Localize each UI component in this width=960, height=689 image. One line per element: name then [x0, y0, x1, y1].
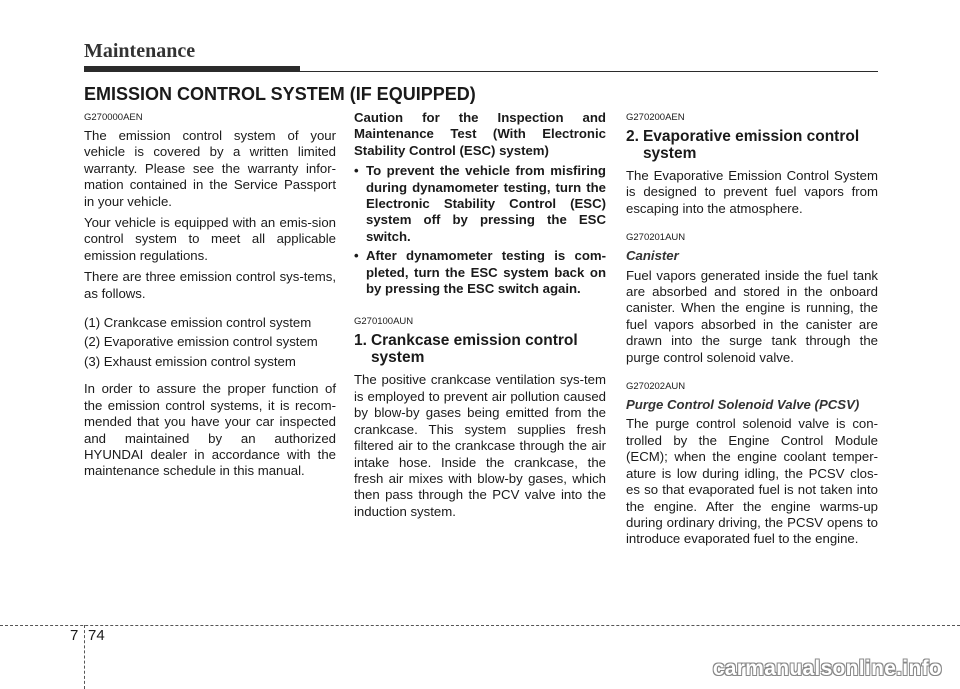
caution-heading: Caution for the Inspection and Maintenance Test (With Electronic Stability Control (ESC) system) — [354, 110, 606, 158]
column-2 — [354, 110, 606, 525]
paragraph: The purge control solenoid valve is con-trolled by the Engine Control Module (ECM); when the engine coolant temper-ature is low during idling, the PCSV clos-es so that evaporated fuel is not taken into the engine. After the engine warms-up during ordinary driving, the PCSV opens to introduce evaporated fuel to the engine. — [626, 416, 878, 547]
paragraph: The emission control system of your vehicle is covered by a written limited warranty. Please see the warranty infor-mation contained in the Service Passport in your vehicle. — [84, 128, 336, 209]
section-heading — [626, 128, 878, 162]
list-item: (2) Evaporative emission control system — [84, 334, 318, 350]
heading-text: Crankcase emission control system — [370, 332, 578, 367]
paragraph: Your vehicle is equipped with an emis-sion control system to meet all applicable emission regulations. — [84, 215, 336, 263]
paragraph: There are three emission control sys-tems, as follows. — [84, 269, 336, 301]
header-rule-thick — [84, 66, 300, 72]
bullet-icon: • — [354, 248, 359, 264]
spacer — [84, 373, 336, 381]
footer-divider — [0, 625, 960, 626]
spacer — [354, 300, 606, 314]
spacer — [626, 371, 878, 379]
reference-code: G270201AUN — [626, 232, 686, 244]
header-rule-thin — [300, 71, 878, 72]
caution-bullet — [354, 163, 606, 245]
subheading: Canister — [626, 248, 679, 264]
paragraph: Fuel vapors generated inside the fuel tank are absorbed and stored in the onboard canister. When the engine is running, the fuel vapors absorbed in the canister are drawn into the surge tank through the purge control solenoid valve. — [626, 267, 878, 365]
reference-code: G270202AUN — [626, 381, 686, 393]
bullet-icon: • — [354, 163, 359, 179]
paragraph: The Evaporative Emission Control System is designed to prevent fuel vapors from escaping into the atmosphere. — [626, 168, 878, 216]
heading-number: 2. — [626, 128, 639, 145]
caution-bullet — [354, 248, 606, 297]
list-item: (1) Crankcase emission control system — [84, 315, 312, 331]
bullet-text: After dynamometer testing is com-pleted, turn the ESC system back on by pressing the ESC switch again. — [366, 248, 606, 297]
spacer — [626, 222, 878, 230]
section-heading — [354, 332, 606, 366]
chapter-title: Maintenance — [84, 40, 196, 62]
reference-code: G270000AEN — [84, 112, 143, 123]
list-item: (3) Exhaust emission control system — [84, 353, 296, 369]
reference-code: G270100AUN — [354, 316, 414, 328]
column-3 — [626, 110, 878, 553]
heading-number: 1. — [354, 332, 367, 350]
section-title: EMISSION CONTROL SYSTEM (IF EQUIPPED) — [84, 84, 476, 104]
subheading: Purge Control Solenoid Valve (PCSV) — [626, 397, 860, 413]
chapter-number: 7 — [70, 627, 79, 644]
spacer — [84, 307, 336, 315]
paragraph: In order to assure the proper function of the emission control systems, it is recom-mended that you have your car inspected and maintained by an authorized HYUNDAI dealer in accordance with the maintenance schedule in this manual. — [84, 381, 336, 479]
heading-text: Evaporative emission control system — [642, 128, 860, 162]
paragraph: The positive crankcase ventilation sys-tem is employed to prevent air pollution caused by blow-by gases being emitted from the crankcase. This system supplies fresh filtered air to the crankcase through the air intake hose. Inside the crankcase, the fresh air mixes with blow-by gases, which then pass through the PCV valve into the induction system. — [354, 372, 606, 519]
bullet-text: To prevent the vehicle from misfiring during dynamometer testing, turn the Electronic Stability Control (ESC) system off by pressing the ESC switch. — [366, 163, 606, 244]
footer-vertical-divider — [84, 625, 85, 689]
reference-code: G270200AEN — [626, 112, 685, 123]
column-1 — [84, 110, 336, 485]
page-number: 74 — [88, 627, 105, 644]
watermark-text: carmanualsonline.info — [712, 657, 942, 680]
